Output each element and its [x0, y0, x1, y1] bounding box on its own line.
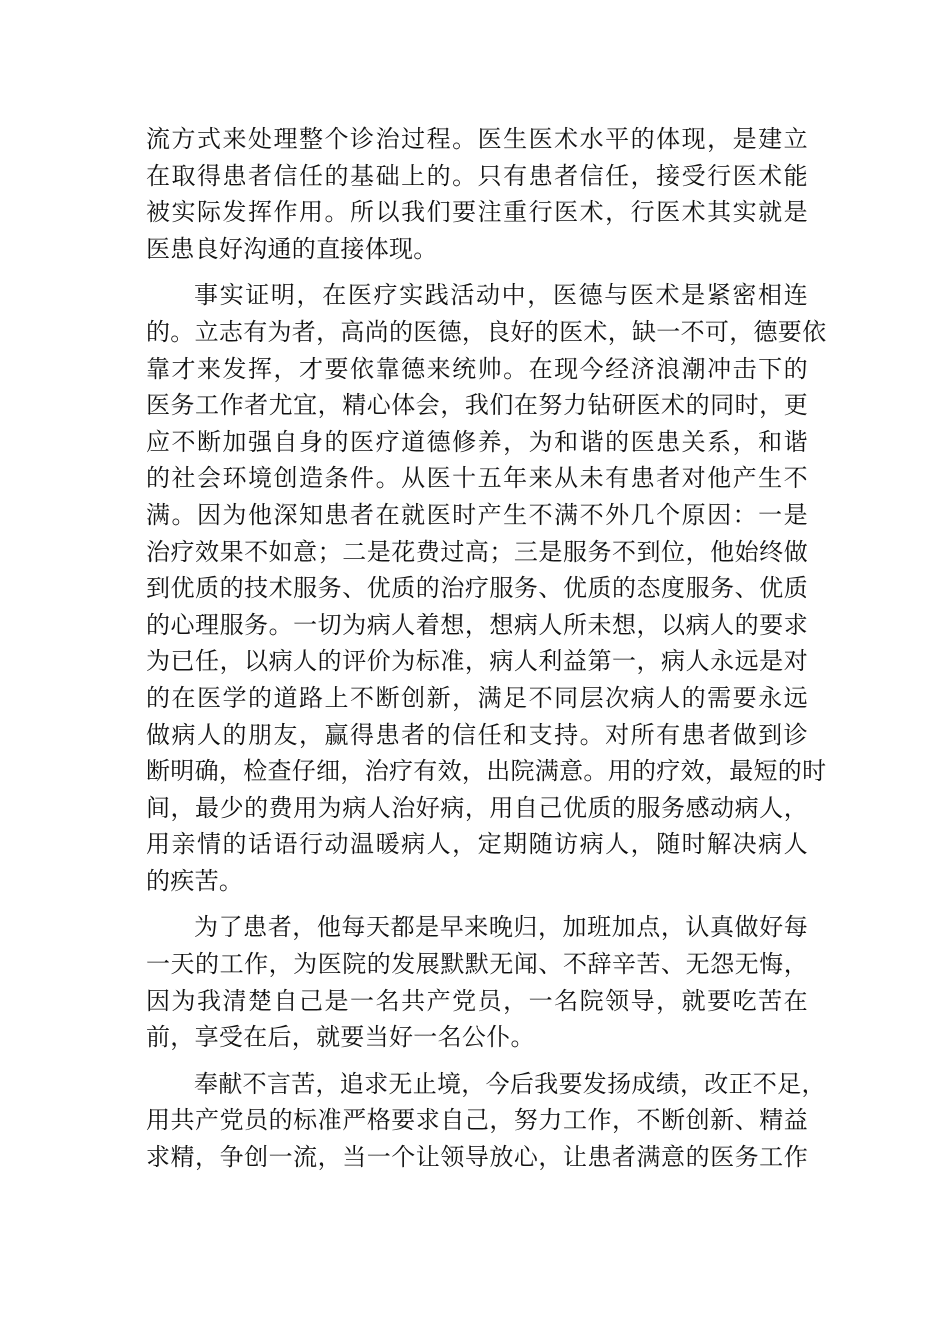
paragraph-4	[146, 1066, 826, 1176]
text-line: 到优质的技术服务、优质的治疗服务、优质的态度服务、优质	[146, 574, 808, 603]
text-line: 求精，争创一流，当一个让领导放心，让患者满意的医务工作	[146, 1143, 808, 1172]
text-line: 的社会环境创造条件。从医十五年来从未有患者对他产生不	[146, 464, 808, 493]
text-line: 在取得患者信任的基础上的。只有患者信任，接受行医术能	[146, 161, 808, 190]
text-line: 靠才来发挥，才要依靠德来统帅。在现今经济浪潮冲击下的	[146, 354, 808, 383]
text-line: 为了患者，他每天都是早来晚归，加班加点，认真做好每	[194, 913, 808, 942]
text-line: 的在医学的道路上不断创新，满足不同层次病人的需要永远	[146, 683, 808, 712]
text-line: 被实际发挥作用。所以我们要注重行医术，行医术其实就是	[146, 198, 808, 227]
text-line: 因为我清楚自己是一名共产党员，一名院领导，就要吃苦在	[146, 986, 808, 1015]
text-line: 用亲情的话语行动温暖病人，定期随访病人，随时解决病人	[146, 830, 808, 859]
paragraph-2	[146, 277, 827, 899]
document-body	[146, 121, 827, 1186]
text-line: 医务工作者尤宜，精心体会，我们在努力钻研医术的同时，更	[146, 391, 808, 420]
text-line: 满。因为他深知患者在就医时产生不满不外几个原因：一是	[146, 500, 808, 529]
text-line: 奉献不言苦，追求无止境，今后我要发扬成绩，改正不足，	[194, 1069, 826, 1098]
text-line: 的疾苦。	[146, 866, 244, 895]
text-line: 的。立志有为者，高尚的医德，良好的医术，缺一不可，德要依	[146, 317, 827, 346]
text-line: 应不断加强自身的医疗道德修养，为和谐的医患关系，和谐	[146, 427, 808, 456]
paragraph-3	[146, 909, 808, 1055]
text-line: 断明确，检查仔细，治疗有效，出院满意。用的疗效，最短的时	[146, 757, 827, 786]
text-line: 医患良好沟通的直接体现。	[146, 234, 438, 263]
text-line: 的心理服务。一切为病人着想，想病人所未想，以病人的要求	[146, 610, 808, 639]
text-line: 做病人的朋友，赢得患者的信任和支持。对所有患者做到诊	[146, 720, 808, 749]
text-line: 为已任，以病人的评价为标准，病人利益第一，病人永远是对	[146, 647, 808, 676]
paragraph-1	[146, 121, 808, 267]
text-line: 用共产党员的标准严格要求自己，努力工作，不断创新、精益	[146, 1106, 808, 1135]
text-line: 治疗效果不如意；二是花费过高；三是服务不到位，他始终做	[146, 537, 808, 566]
text-line: 间，最少的费用为病人治好病，用自己优质的服务感动病人，	[146, 793, 808, 822]
text-line: 前，享受在后，就要当好一名公仆。	[146, 1023, 535, 1052]
text-line: 流方式来处理整个诊治过程。医生医术水平的体现，是建立	[146, 125, 808, 153]
text-line: 事实证明，在医疗实践活动中，医德与医术是紧密相连	[194, 281, 808, 310]
text-line: 一天的工作，为医院的发展默默无闻、不辞辛苦、无怨无悔，	[146, 950, 808, 979]
